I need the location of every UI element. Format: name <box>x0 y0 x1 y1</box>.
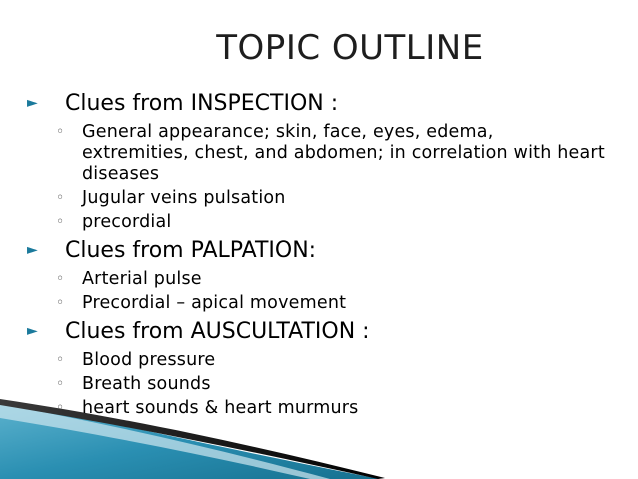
subitem-text: Arterial pulse <box>82 269 202 289</box>
subitem-text: Jugular veins pulsation <box>82 188 286 208</box>
outline-heading <box>25 318 605 345</box>
outline-heading <box>25 90 605 117</box>
subitem-text: Breath sounds <box>82 374 211 394</box>
subitem-text: General appearance; skin, face, eyes, edema, extremities, chest, and abdomen; in correlation with heart diseases <box>82 122 605 184</box>
hollow-circle-icon: ◦ <box>56 214 65 230</box>
heading-text: Clues from INSPECTION : <box>65 91 339 116</box>
outline-list <box>25 90 605 422</box>
outline-subitem <box>25 374 605 395</box>
hollow-circle-icon: ◦ <box>56 295 65 311</box>
triangle-right-icon: ► <box>27 95 38 111</box>
outline-subitem <box>25 188 605 209</box>
hollow-circle-icon: ◦ <box>56 124 65 140</box>
outline-heading <box>25 237 605 264</box>
outline-subitem <box>25 350 605 371</box>
hollow-circle-icon: ◦ <box>56 376 65 392</box>
subitem-text: Blood pressure <box>82 350 216 370</box>
heading-text: Clues from PALPATION: <box>65 238 317 263</box>
outline-subitem <box>25 398 605 419</box>
outline-subitem <box>25 122 605 185</box>
heading-text: Clues from AUSCULTATION : <box>65 319 370 344</box>
subitem-text: Precordial – apical movement <box>82 293 347 313</box>
triangle-right-icon: ► <box>27 242 38 258</box>
triangle-right-icon: ► <box>27 323 38 339</box>
slide-title: TOPIC OUTLINE <box>216 28 484 68</box>
hollow-circle-icon: ◦ <box>56 400 65 416</box>
outline-subitem <box>25 212 605 233</box>
hollow-circle-icon: ◦ <box>56 352 65 368</box>
hollow-circle-icon: ◦ <box>56 271 65 287</box>
subitem-text: precordial <box>82 212 172 232</box>
hollow-circle-icon: ◦ <box>56 190 65 206</box>
outline-subitem <box>25 269 605 290</box>
outline-subitem <box>25 293 605 314</box>
subitem-text: heart sounds & heart murmurs <box>82 398 359 418</box>
